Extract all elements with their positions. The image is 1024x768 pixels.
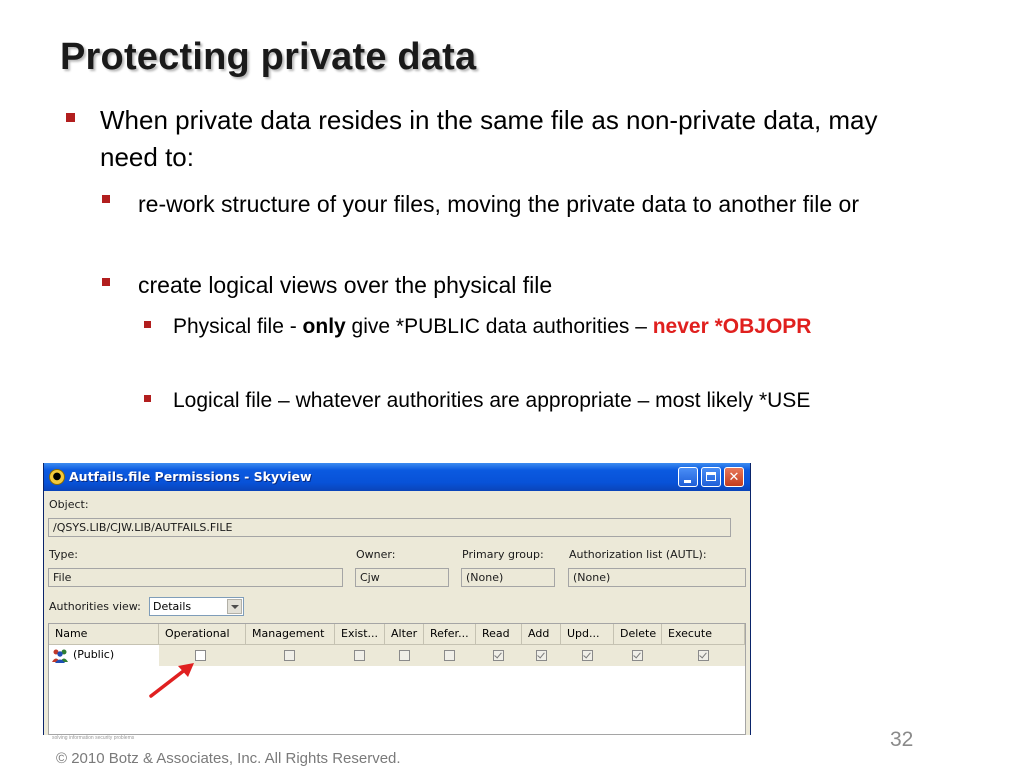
bullet-text: create logical views over the physical file xyxy=(138,272,553,298)
refer-checkbox[interactable] xyxy=(444,650,455,661)
cell-exist xyxy=(335,645,385,666)
type-label: Type: xyxy=(49,548,78,561)
dialog-titlebar[interactable] xyxy=(44,463,750,491)
cell-read xyxy=(476,645,522,666)
bullet-text: re-work structure of your files, moving the private data to another file or xyxy=(138,191,859,217)
only-emphasis: only xyxy=(302,315,346,338)
skyview-app-icon: ● xyxy=(49,469,65,485)
cell-alter xyxy=(385,645,424,666)
autl-label: Authorization list (AUTL): xyxy=(569,548,707,561)
physical-mid: give *PUBLIC data authorities – xyxy=(345,315,653,338)
square-bullet-icon xyxy=(144,395,151,402)
col-name[interactable]: Name xyxy=(49,624,159,645)
cell-execute xyxy=(662,645,745,666)
execute-checkbox[interactable] xyxy=(698,650,709,661)
autl-field[interactable]: (None) xyxy=(568,568,746,587)
type-field[interactable]: File xyxy=(48,568,343,587)
owner-label: Owner: xyxy=(356,548,396,561)
col-update[interactable]: Upd... xyxy=(561,624,614,645)
cell-update xyxy=(561,645,614,666)
alter-checkbox[interactable] xyxy=(399,650,410,661)
col-execute[interactable]: Execute xyxy=(662,624,745,645)
chevron-down-icon[interactable] xyxy=(227,599,242,614)
square-bullet-icon xyxy=(102,278,110,286)
col-read[interactable]: Read xyxy=(476,624,522,645)
slide-title: Protecting private data xyxy=(60,36,477,78)
physical-prefix: Physical file - xyxy=(173,315,303,338)
cell-refer xyxy=(424,645,476,666)
col-exist[interactable]: Exist... xyxy=(335,624,385,645)
bullet-text xyxy=(173,312,933,342)
cell-add xyxy=(522,645,561,666)
authorities-view-select[interactable] xyxy=(149,597,244,616)
add-checkbox[interactable] xyxy=(536,650,547,661)
bullet-text: Logical file – whatever authorities are appropriate – most likely *USE xyxy=(173,389,811,412)
close-icon: ✕ xyxy=(728,470,740,485)
public-name: (Public) xyxy=(73,648,115,661)
exist-checkbox[interactable] xyxy=(354,650,365,661)
col-refer[interactable]: Refer... xyxy=(424,624,476,645)
minimize-button[interactable] xyxy=(678,467,698,487)
square-bullet-icon xyxy=(66,113,75,122)
primary-group-field[interactable]: (None) xyxy=(461,568,555,587)
copyright-footer: © 2010 Botz & Associates, Inc. All Rights Reserved. xyxy=(56,750,401,767)
bullet-text: When private data resides in the same file as non-private data, may need to: xyxy=(100,105,878,172)
maximize-button[interactable] xyxy=(701,467,721,487)
object-field[interactable]: /QSYS.LIB/CJW.LIB/AUTFAILS.FILE xyxy=(48,518,731,537)
authorities-view-value: Details xyxy=(153,600,192,613)
never-objopr-emphasis: never *OBJOPR xyxy=(652,315,812,338)
square-bullet-icon xyxy=(102,195,110,203)
logo-tagline: solving information security problems xyxy=(52,735,135,741)
group-users-icon xyxy=(52,648,68,663)
owner-field[interactable]: Cjw xyxy=(355,568,449,587)
dialog-title: Autfails.file Permissions - Skyview xyxy=(69,469,312,484)
col-operational[interactable]: Operational xyxy=(159,624,246,645)
col-alter[interactable]: Alter xyxy=(385,624,424,645)
management-checkbox[interactable] xyxy=(284,650,295,661)
cell-name[interactable] xyxy=(49,645,159,666)
minimize-icon xyxy=(684,480,691,483)
col-delete[interactable]: Delete xyxy=(614,624,662,645)
update-checkbox[interactable] xyxy=(582,650,593,661)
col-management[interactable]: Management xyxy=(246,624,335,645)
table-header xyxy=(49,624,745,645)
maximize-icon xyxy=(706,472,716,481)
object-label: Object: xyxy=(49,498,89,511)
col-add[interactable]: Add xyxy=(522,624,561,645)
read-checkbox[interactable] xyxy=(493,650,504,661)
authorities-view-label: Authorities view: xyxy=(49,600,141,613)
primary-group-label: Primary group: xyxy=(462,548,544,561)
red-arrow-icon xyxy=(148,660,198,700)
delete-checkbox[interactable] xyxy=(632,650,643,661)
cell-management xyxy=(246,645,335,666)
square-bullet-icon xyxy=(144,321,151,328)
page-number: 32 xyxy=(890,728,914,751)
cell-delete xyxy=(614,645,662,666)
close-button[interactable] xyxy=(724,467,744,487)
